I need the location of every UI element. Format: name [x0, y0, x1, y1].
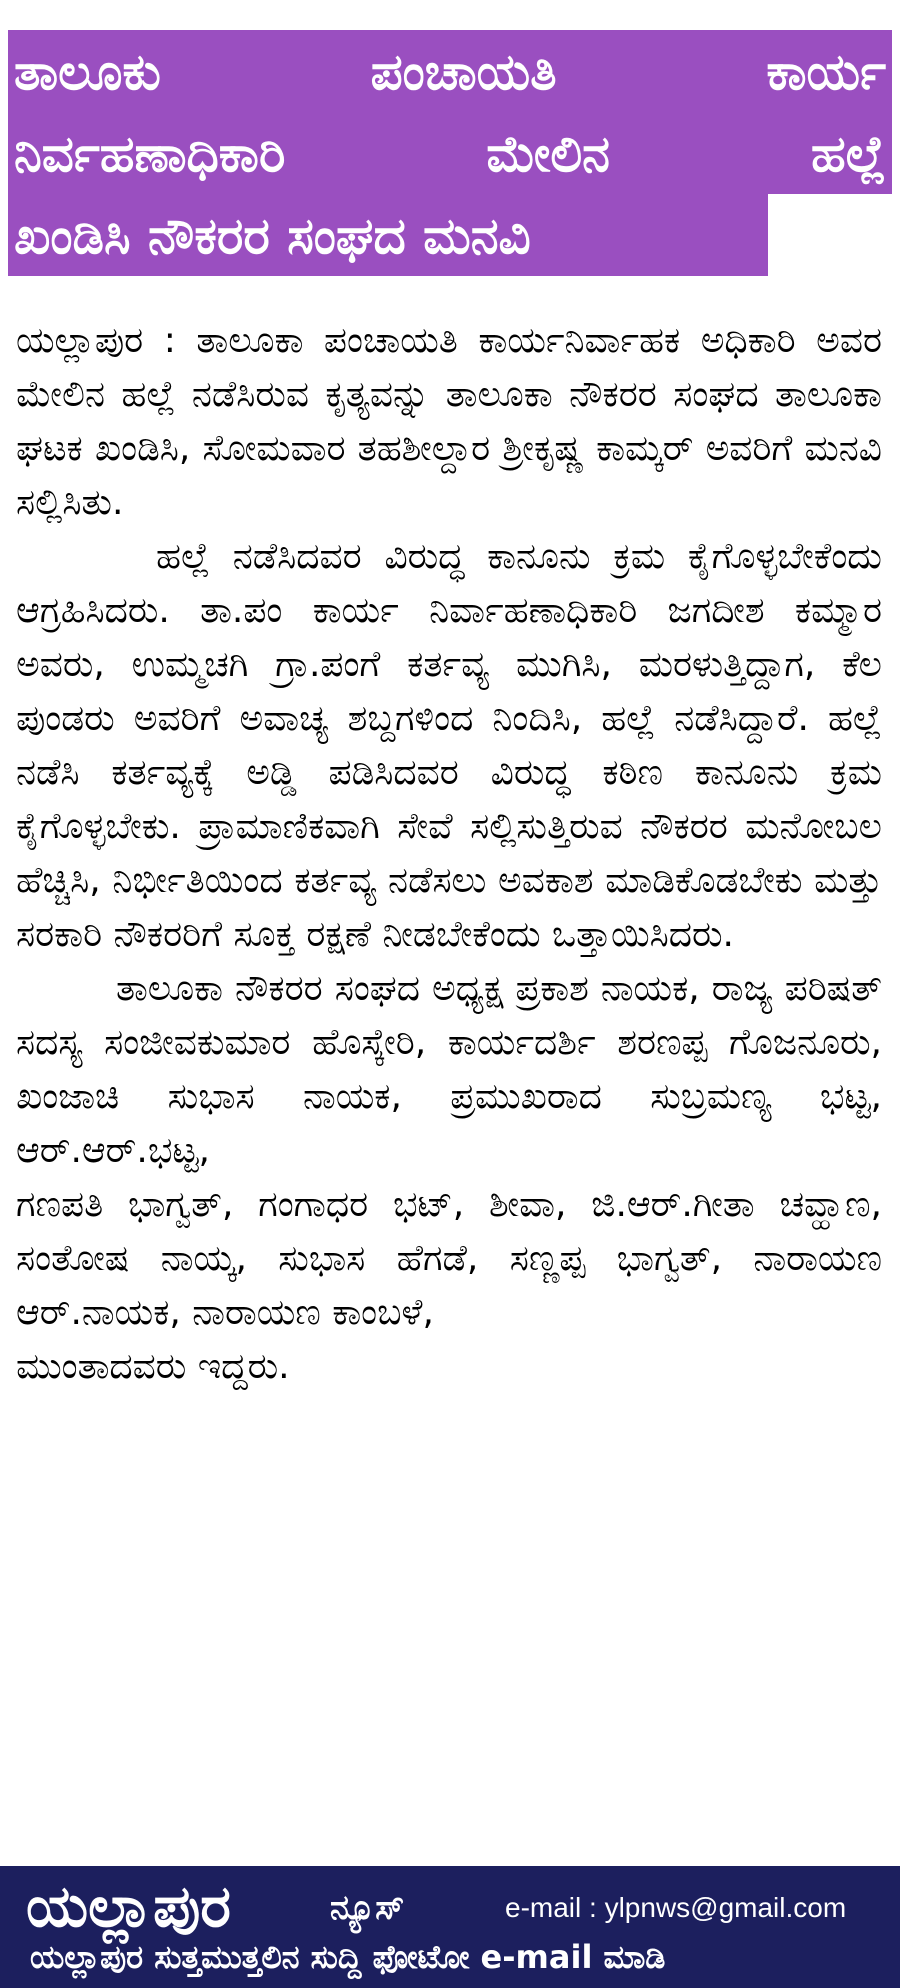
headline-banner	[8, 30, 892, 276]
article-paragraph-4: ಗಣಪತಿ ಭಾಗ್ವತ್, ಗಂಗಾಧರ ಭಟ್, ಶೀವಾ, ಜಿ.ಆರ್.ಗೀತಾ ಚವ್ಹಾಣ, ಸಂತೋಷ ನಾಯ್ಕ, ಸುಭಾಸ ಹೆಗಡೆ, ಸಣ್ಣಪ್ಪ ಭಾಗ್ವತ್, ನಾರಾಯಣ ಆರ್.ನಾಯಕ, ನಾರಾಯಣ ಕಾಂಬಳೆ,	[16, 1184, 882, 1333]
footer-banner	[0, 1866, 900, 1988]
article-body	[16, 314, 882, 1394]
article-paragraph-1: ಯಲ್ಲಾಪುರ : ತಾಲೂಕಾ ಪಂಚಾಯತಿ ಕಾರ್ಯನಿರ್ವಾಹಕ ಅಧಿಕಾರಿ ಅವರ ಮೇಲಿನ ಹಲ್ಲೆ ನಡೆಸಿರುವ ಕೃತ್ಯವನ್ನು ತಾಲೂಕಾ ನೌಕರರ ಸಂಘದ ತಾಲೂಕಾ ಘಟಕ ಖಂಡಿಸಿ, ಸೋಮವಾರ ತಹಶೀಲ್ದಾರ ಶ್ರೀಕೃಷ್ಣ ಕಾಮ್ಕರ್ ಅವರಿಗೆ ಮನವಿ ಸಲ್ಲಿಸಿತು.	[16, 320, 882, 523]
brand-logo: ಯಲ್ಲಾಪುರ	[26, 1872, 231, 1940]
article-paragraph-5: ಮುಂತಾದವರು ಇದ್ದರು.	[16, 1346, 290, 1387]
headline-line-2: ನಿರ್ವಹಣಾಧಿಕಾರಿ ಮೇಲಿನ ಹಲ್ಲೆ	[8, 112, 892, 194]
headline-line-1: ತಾಲೂಕು ಪಂಚಾಯತಿ ಕಾರ್ಯ	[8, 30, 892, 112]
headline-line-3: ಖಂಡಿಸಿ ನೌಕರರ ಸಂಘದ ಮನವಿ	[8, 194, 768, 276]
contact-email: e-mail : ylpnws@gmail.com	[505, 1892, 847, 1923]
brand-suffix: ನ್ಯೂಸ್	[330, 1888, 405, 1928]
article-paragraph-2: ಹಲ್ಲೆ ನಡೆಸಿದವರ ವಿರುದ್ಧ ಕಾನೂನು ಕ್ರಮ ಕೈಗೊಳ್ಳಬೇಕೆಂದು ಆಗ್ರಹಿಸಿದರು. ತಾ.ಪಂ ಕಾರ್ಯ ನಿರ್ವಾಹಣಾಧಿಕಾರಿ ಜಗದೀಶ ಕಮ್ಮಾರ ಅವರು, ಉಮ್ಮಚಗಿ ಗ್ರಾ.ಪಂಗೆ ಕರ್ತವ್ಯ ಮುಗಿಸಿ, ಮರಳುತ್ತಿದ್ದಾಗ, ಕೆಲ ಪುಂಡರು ಅವರಿಗೆ ಅವಾಚ್ಯ ಶಬ್ದಗಳಿಂದ ನಿಂದಿಸಿ, ಹಲ್ಲೆ ನಡೆಸಿದ್ದಾರೆ. ಹಲ್ಲೆ ನಡೆಸಿ ಕರ್ತವ್ಯಕ್ಕೆ ಅಡ್ಡಿ ಪಡಿಸಿದವರ ವಿರುದ್ಧ ಕಠಿಣ ಕಾನೂನು ಕ್ರಮ ಕೈಗೊಳ್ಳಬೇಕು. ಪ್ರಾಮಾಣಿಕವಾಗಿ ಸೇವೆ ಸಲ್ಲಿಸುತ್ತಿರುವ ನೌಕರರ ಮನೋಬಲ ಹೆಚ್ಚಿಸಿ, ನಿರ್ಭೀತಿಯಿಂದ ಕರ್ತವ್ಯ ನಡೆಸಲು ಅವಕಾಶ ಮಾಡಿಕೊಡಬೇಕು ಮತ್ತು ಸರಕಾರಿ ನೌಕರರಿಗೆ ಸೂಕ್ತ ರಕ್ಷಣೆ ನೀಡಬೇಕೆಂದು ಒತ್ತಾಯಿಸಿದರು.	[16, 536, 882, 955]
article-paragraph-3: ತಾಲೂಕಾ ನೌಕರರ ಸಂಘದ ಅಧ್ಯಕ್ಷ ಪ್ರಕಾಶ ನಾಯಕ, ರಾಜ್ಯ ಪರಿಷತ್ ಸದಸ್ಯ ಸಂಜೀವಕುಮಾರ ಹೊಸ್ಕೇರಿ, ಕಾರ್ಯದರ್ಶಿ ಶರಣಪ್ಪ ಗೊಜನೂರು, ಖಂಜಾಚಿ ಸುಭಾಸ ನಾಯಕ, ಪ್ರಮುಖರಾದ ಸುಬ್ರಮಣ್ಯ ಭಟ್ಟ, ಆರ್.ಆರ್.ಭಟ್ಟ,	[16, 968, 882, 1171]
footer-tagline: ಯಲ್ಲಾಪುರ ಸುತ್ತಮುತ್ತಲಿನ ಸುದ್ದಿ ಫೋಟೋ e-mail ಮಾಡಿ	[30, 1938, 666, 1976]
